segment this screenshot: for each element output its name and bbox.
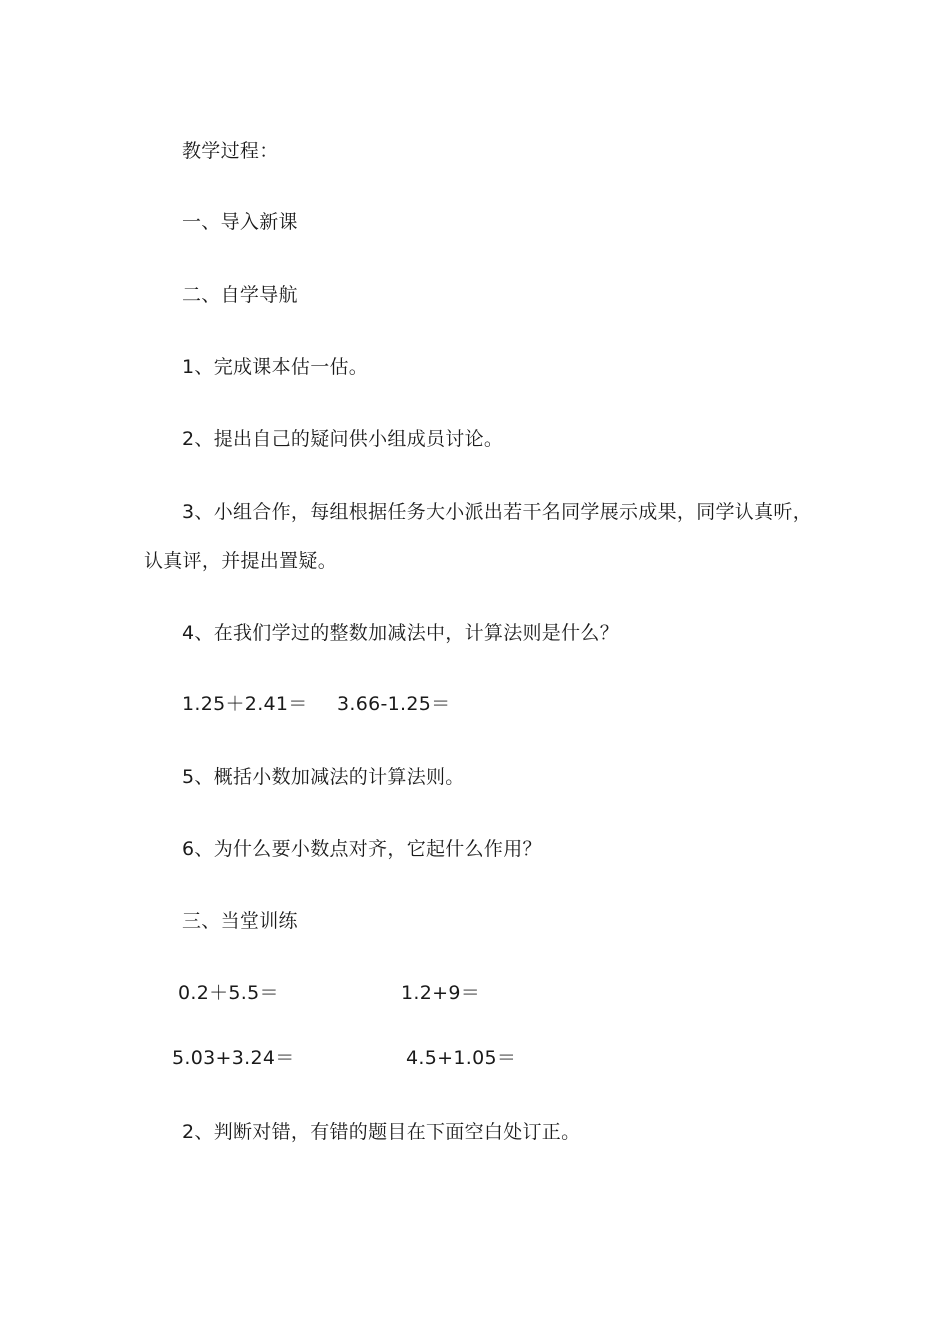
heading-teaching-process: 教学过程： [182, 140, 279, 162]
list-item-3-line-2: 认真评，并提出置疑。 [144, 550, 338, 572]
list-item-judge: 2、判断对错，有错的题目在下面空白处订正。 [182, 1121, 581, 1143]
list-item-4: 4、在我们学过的整数加减法中，计算法则是什么？ [182, 622, 619, 644]
section-self-study-guide: 二、自学导航 [182, 284, 298, 306]
section-classroom-practice: 三、当堂训练 [182, 910, 298, 932]
list-item-5: 5、概括小数加减法的计算法则。 [182, 766, 465, 788]
example-expression-a: 1.25＋2.41＝ [182, 693, 308, 715]
exercise-expression-3: 5.03+3.24＝ [172, 1047, 295, 1069]
section-introduce-new-lesson: 一、导入新课 [182, 211, 298, 233]
list-item-6: 6、为什么要小数点对齐，它起什么作用？ [182, 838, 542, 860]
list-item-2: 2、提出自己的疑问供小组成员讨论。 [182, 428, 504, 450]
exercise-expression-2: 1.2+9＝ [401, 982, 481, 1004]
exercise-expression-4: 4.5+1.05＝ [406, 1047, 517, 1069]
exercise-expression-1: 0.2＋5.5＝ [178, 982, 279, 1004]
list-item-3-line-1: 3、小组合作，每组根据任务大小派出若干名同学展示成果，同学认真听， [182, 501, 812, 523]
list-item-1: 1、完成课本估一估。 [182, 356, 369, 378]
example-expression-b: 3.66-1.25＝ [337, 693, 451, 715]
